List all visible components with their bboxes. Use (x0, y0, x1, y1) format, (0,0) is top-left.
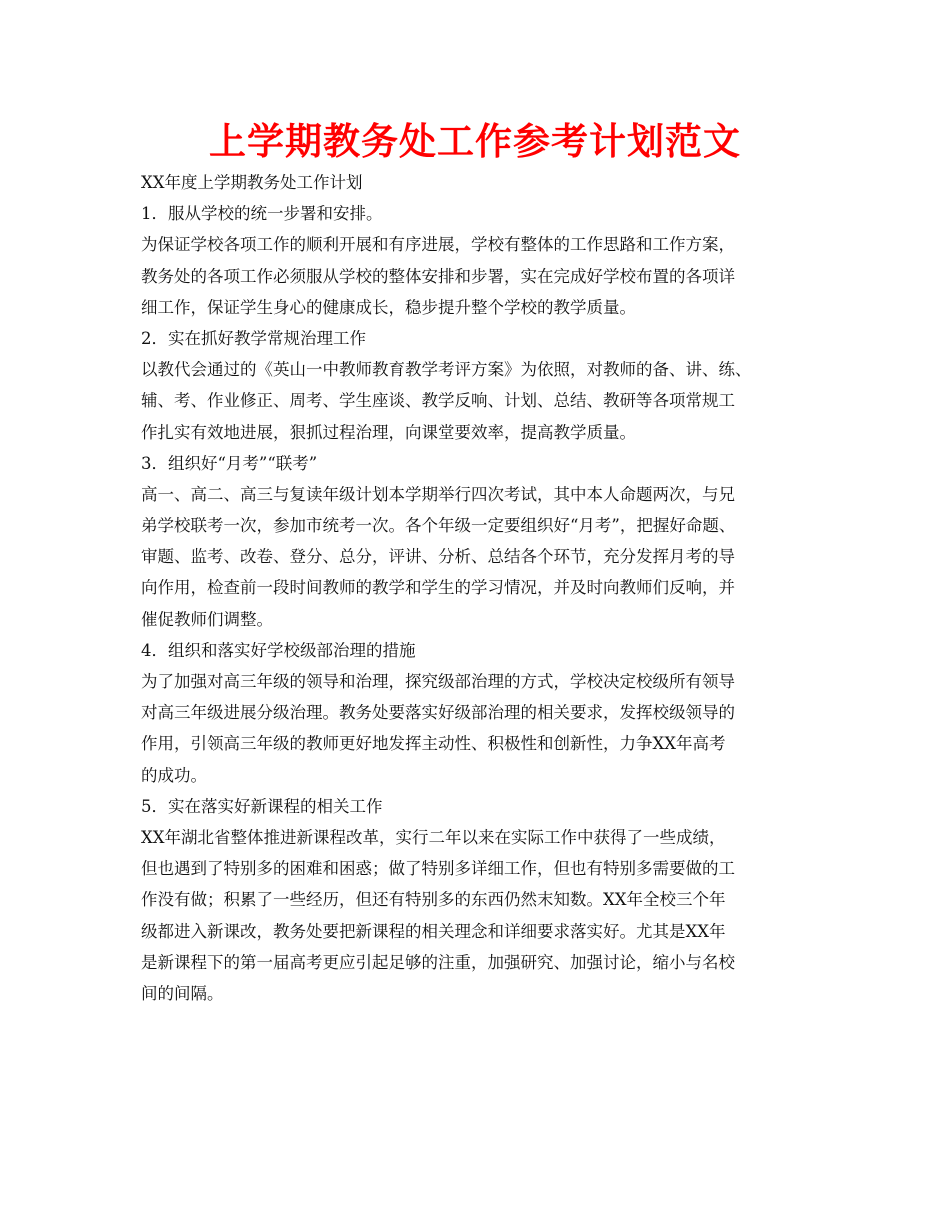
body-line: 作扎实有效地进展，狠抓过程治理，向课堂要效率，提高教学质量。 (141, 422, 636, 442)
body-line: 审题、监考、改卷、登分、总分，评讲、分析、总结各个环节，充分发挥月考的导 (141, 547, 735, 567)
section-heading-3: 3．组织好“月考”“联考” (141, 453, 318, 473)
body-line: 的成功。 (141, 765, 207, 785)
body-line: 高一、高二、高三与复读年级计划本学期举行四次考试，其中本人命题两次，与兄 (141, 484, 735, 504)
section-heading-2: 2．实在抓好教学常规治理工作 (141, 328, 366, 348)
body-line: 以教代会通过的《英山一中教师教育教学考评方案》为依照，对教师的备、讲、练、 (141, 360, 752, 380)
body-line: 为保证学校各项工作的顺利开展和有序进展，学校有整体的工作思路和工作方案， (141, 235, 735, 255)
body-line: 为了加强对高三年级的领导和治理，探究级部治理的方式，学校决定校级所有领导 (141, 672, 735, 691)
body-line: 教务处的各项工作必须服从学校的整体安排和步署，实在完成好学校布置的各项详 (141, 266, 735, 286)
body-line: XX年湖北省整体推进新课程改革，实行二年以来在实际工作中获得了一些成绩， (141, 827, 726, 847)
body-line: 级都进入新课改，教务处要把新课程的相关理念和详细要求落实好。尤其是XX年 (141, 921, 726, 941)
body-line: XX年度上学期教务处工作计划 (141, 173, 363, 192)
body-line: 催促教师们调整。 (141, 609, 273, 629)
body-line: 间的间隔。 (141, 983, 224, 1003)
body-line: 弟学校联考一次，参加市统考一次。各个年级一定要组织好“月考”，把握好命题、 (141, 516, 736, 536)
body-line: 向作用，检查前一段时间教师的教学和学生的学习情况，并及时向教师们反响，并 (141, 578, 735, 598)
body-line: 是新课程下的第一届高考更应引起足够的注重，加强研究、加强讨论，缩小与名校 (141, 952, 735, 972)
body-line: 作用，引领高三年级的教师更好地发挥主动性、积极性和创新性，力争XX年高考 (141, 734, 726, 754)
section-heading-4: 4．组织和落实好学校级部治理的措施 (141, 640, 416, 660)
body-line: 但也遇到了特别多的困难和困惑；做了特别多详细工作，但也有特别多需要做的工 (141, 859, 735, 879)
section-heading-5: 5．实在落实好新课程的相关工作 (141, 796, 383, 816)
section-heading-1: 1．服从学校的统一步署和安排。 (141, 204, 383, 224)
body-line: 对高三年级进展分级治理。教务处要落实好级部治理的相关要求，发挥校级领导的 (141, 703, 735, 723)
document-body (141, 167, 821, 1009)
body-line: 辅、考、作业修正、周考、学生座谈、教学反响、计划、总结、教研等各项常规工 (141, 391, 735, 411)
body-line: 作没有做；积累了一些经历，但还有特别多的东西仍然末知数。XX年全校三个年 (141, 890, 726, 910)
body-line: 细工作，保证学生身心的健康成长，稳步提升整个学校的教学质量。 (141, 297, 636, 317)
document-title: 上学期教务处工作参考计划范文 (209, 120, 741, 163)
